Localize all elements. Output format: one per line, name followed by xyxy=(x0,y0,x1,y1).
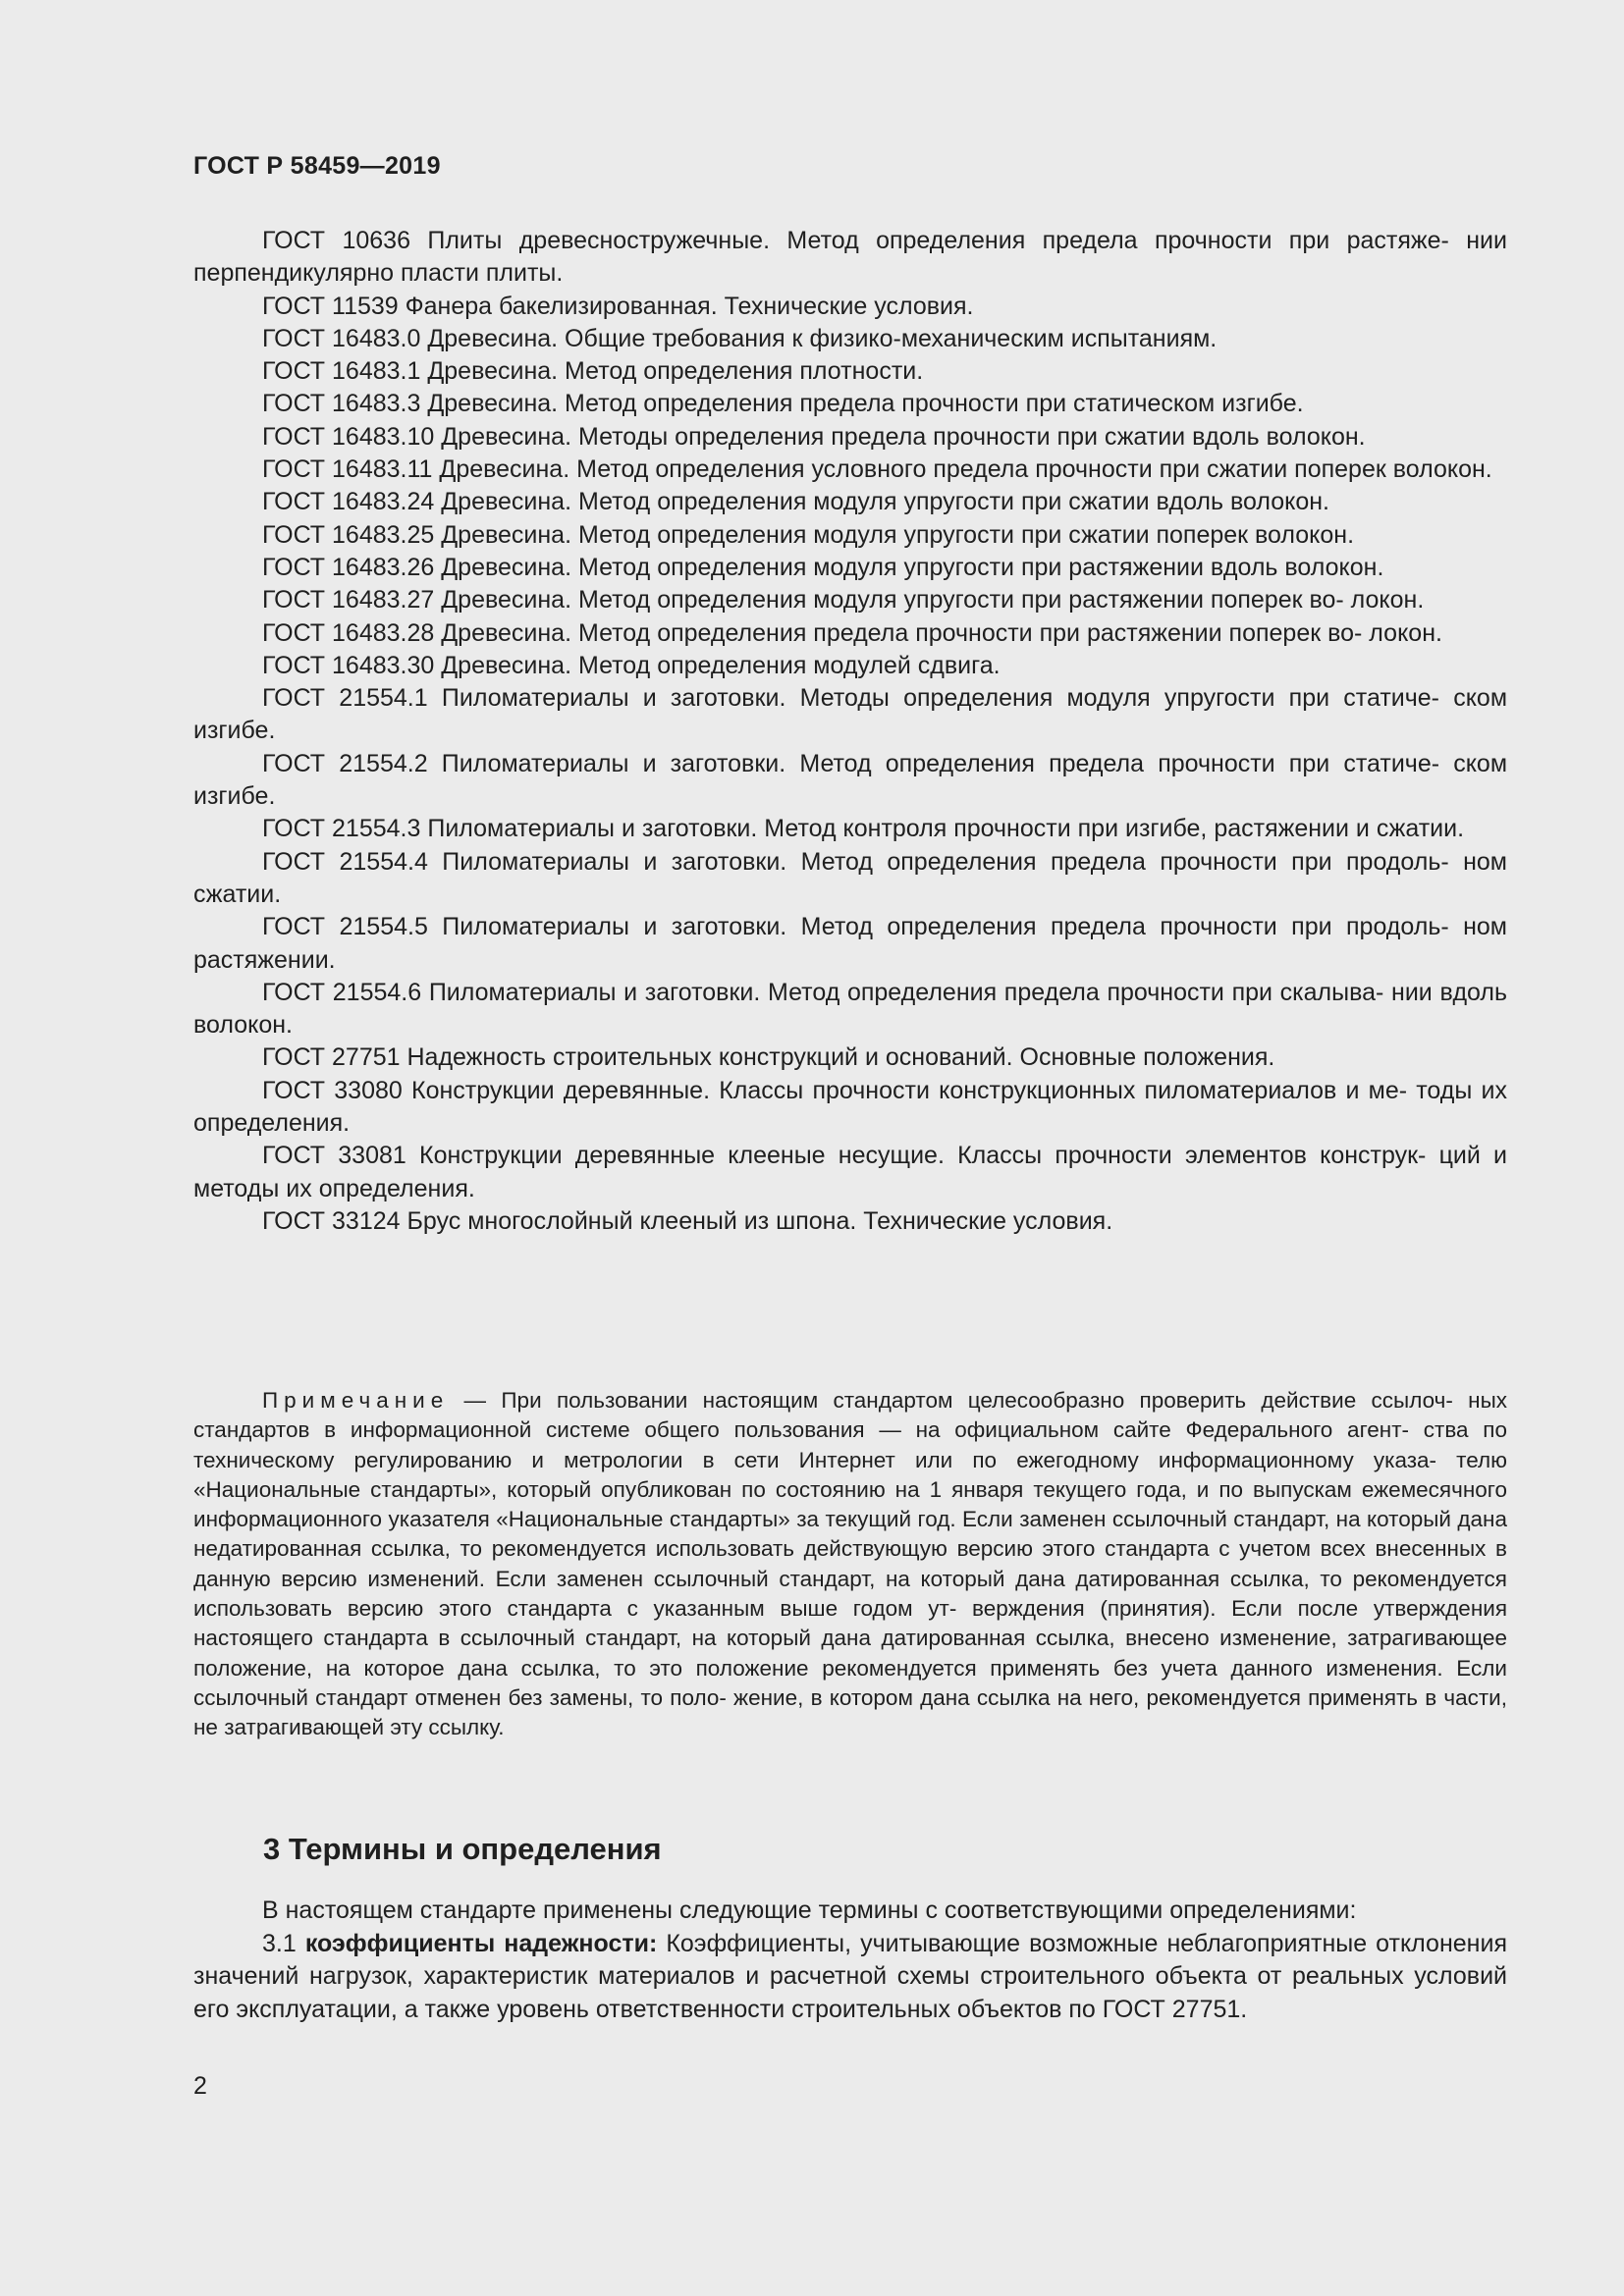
reference-item xyxy=(193,486,1507,518)
reference-item xyxy=(193,291,1507,323)
reference-title: Древесина. Метод определения модуля упругости при сжатии вдоль волокон. xyxy=(441,488,1329,516)
reference-code: ГОСТ 16483.26 xyxy=(262,553,435,581)
reference-code: ГОСТ 16483.27 xyxy=(262,586,435,614)
reference-code: ГОСТ 21554.2 xyxy=(262,749,428,777)
reference-title: Фанера бакелизированная. Технические условия. xyxy=(405,292,974,320)
reference-code: ГОСТ 21554.5 xyxy=(262,913,428,941)
reference-title: Древесина. Метод определения плотности. xyxy=(427,357,924,386)
reference-item xyxy=(193,748,1507,814)
reference-title: Древесина. Метод определения модулей сдвига. xyxy=(441,651,1001,679)
reference-item xyxy=(193,584,1507,616)
reference-title: Древесина. Метод определения модуля упругости при сжатии поперек волокон. xyxy=(441,520,1355,549)
reference-code: ГОСТ 21554.1 xyxy=(262,684,428,713)
reference-title: Конструкции деревянные. Классы прочности конструкционных пиломатериалов и ме- тоды их определения. xyxy=(193,1076,1508,1138)
reference-code: ГОСТ 33080 xyxy=(262,1076,403,1104)
reference-item xyxy=(193,1140,1507,1205)
reference-title: Пиломатериалы и заготовки. Метод определения предела прочности при продоль- ном сжатии. xyxy=(193,847,1507,908)
reference-item xyxy=(193,650,1507,682)
reference-item xyxy=(193,682,1507,748)
reference-item xyxy=(193,1041,1507,1074)
reference-code: ГОСТ 16483.25 xyxy=(262,520,435,549)
reference-item xyxy=(193,421,1507,454)
page-number: 2 xyxy=(193,2072,207,2100)
reference-title: Пиломатериалы и заготовки. Метод контроля прочности при изгибе, растяжении и сжатии. xyxy=(427,815,1465,843)
reference-item xyxy=(193,454,1507,486)
reference-item xyxy=(193,552,1507,584)
reference-code: ГОСТ 16483.3 xyxy=(262,390,421,418)
reference-code: ГОСТ 16483.11 xyxy=(262,455,433,484)
reference-item xyxy=(193,911,1507,977)
reference-code: ГОСТ 11539 xyxy=(262,292,399,320)
reference-code: ГОСТ 10636 xyxy=(262,227,410,254)
reference-code: ГОСТ 21554.3 xyxy=(262,815,421,843)
note-label: Примечание xyxy=(262,1388,450,1413)
term-definition xyxy=(193,1928,1507,2027)
reference-code: ГОСТ 33081 xyxy=(262,1142,406,1170)
reference-code: ГОСТ 16483.1 xyxy=(262,357,421,386)
reference-item xyxy=(193,519,1507,552)
reference-code: ГОСТ 21554.4 xyxy=(262,847,428,876)
reference-title: Древесина. Метод определения модуля упругости при растяжении поперек во- локон. xyxy=(441,586,1425,614)
reference-title: Надежность строительных конструкций и оснований. Основные положения. xyxy=(406,1043,1275,1072)
reference-title: Древесина. Метод определения предела прочности при растяжении поперек во- локон. xyxy=(441,618,1442,647)
section-body xyxy=(193,1895,1507,2026)
normative-references-list xyxy=(193,225,1507,1238)
reference-item xyxy=(193,355,1507,388)
document-id-header: ГОСТ Р 58459—2019 xyxy=(193,152,441,180)
term-number: 3.1 xyxy=(262,1929,297,1957)
reference-title: Пиломатериалы и заготовки. Метод определения предела прочности при продоль- ном растяжении. xyxy=(193,913,1507,974)
term-name: коэффициенты надежности: xyxy=(304,1929,658,1957)
reference-code: ГОСТ 16483.10 xyxy=(262,422,435,451)
reference-item xyxy=(193,1205,1507,1238)
reference-title: Древесина. Метод определения предела прочности при статическом изгибе. xyxy=(427,390,1304,418)
reference-code: ГОСТ 27751 xyxy=(262,1043,401,1072)
reference-code: ГОСТ 16483.28 xyxy=(262,618,435,647)
note-text: — При пользовании настоящим стандартом целесообразно проверить действие ссылоч- ных стандартов в информационной системе общего пользования — на официальном сайте Федерального агент- ства по техническому регулированию и метрологии в сети Интернет или по ежегодному информационному указа- телю «Национальные стандарты», который опубликован по состоянию на 1 января текущего года, и по выпускам ежемесячного информационного указателя «Национальные стандарты» за текущий год. Если заменен ссылочный стандарт, на который дана недатированная ссылка, то рекомендуется использовать действующую версию этого стандарта с учетом всех внесенных в данную версию изменений. Если заменен ссылочный стандарт, на который дана датированная ссылка, то рекомендуется использовать версию этого стандарта с указанным выше годом ут- верждения (принятия). Если после утверждения настоящего стандарта в ссылочный стандарт, на который дана датированная ссылка, внесено изменение, затрагивающее положение, на которое дана ссылка, то это положение рекомендуется применять без учета данного изменения. Если ссылочный стандарт отменен без замены, то поло- жение, в котором дана ссылка на него, рекомендуется применять в части, не затрагивающей эту ссылку. xyxy=(193,1388,1507,1740)
reference-item xyxy=(193,977,1507,1042)
reference-item xyxy=(193,323,1507,355)
section-intro: В настоящем стандарте применены следующие термины с соответствующими определениями: xyxy=(262,1896,1357,1924)
reference-title: Древесина. Метод определения модуля упругости при растяжении вдоль волокон. xyxy=(441,553,1384,581)
section-heading: 3 Термины и определения xyxy=(263,1832,662,1866)
reference-item xyxy=(193,1075,1507,1141)
reference-title: Древесина. Общие требования к физико-механическим испытаниям. xyxy=(427,324,1218,352)
reference-code: ГОСТ 16483.0 xyxy=(262,324,421,352)
reference-title: Древесина. Методы определения предела прочности при сжатии вдоль волокон. xyxy=(441,422,1366,451)
reference-title: Брус многослойный клееный из шпона. Технические условия. xyxy=(406,1206,1113,1235)
reference-code: ГОСТ 33124 xyxy=(262,1206,401,1235)
reference-item xyxy=(193,846,1507,912)
reference-code: ГОСТ 21554.6 xyxy=(262,978,422,1006)
reference-title: Плиты древесностружечные. Метод определения предела прочности при растяже- нии перпендикулярно пласти плиты. xyxy=(193,227,1507,288)
reference-code: ГОСТ 16483.30 xyxy=(262,651,435,679)
reference-title: Конструкции деревянные клееные несущие. Классы прочности элементов конструк- ций и методы их определения. xyxy=(193,1142,1508,1202)
reference-title: Пиломатериалы и заготовки. Методы определения модуля упругости при статиче- ском изгибе. xyxy=(193,684,1508,745)
reference-title: Пиломатериалы и заготовки. Метод определения предела прочности при скалыва- нии вдоль волокон. xyxy=(193,978,1507,1040)
reference-item xyxy=(193,617,1507,650)
references-note xyxy=(193,1386,1507,1743)
reference-code: ГОСТ 16483.24 xyxy=(262,488,435,516)
reference-item xyxy=(193,813,1507,845)
reference-title: Древесина. Метод определения условного предела прочности при сжатии поперек волокон. xyxy=(439,455,1492,484)
reference-title: Пиломатериалы и заготовки. Метод определения предела прочности при статиче- ском изгибе. xyxy=(193,749,1508,811)
reference-item xyxy=(193,225,1507,291)
reference-item xyxy=(193,388,1507,420)
term-definition-text: Коэффициенты, учитывающие возможные неблагоприятные отклонения значений нагрузок, характеристик материалов и расчетной схемы строительного объекта от реальных условий его эксплуатации, а также уровень ответственности строительных объектов по ГОСТ 27751. xyxy=(193,1929,1507,2023)
